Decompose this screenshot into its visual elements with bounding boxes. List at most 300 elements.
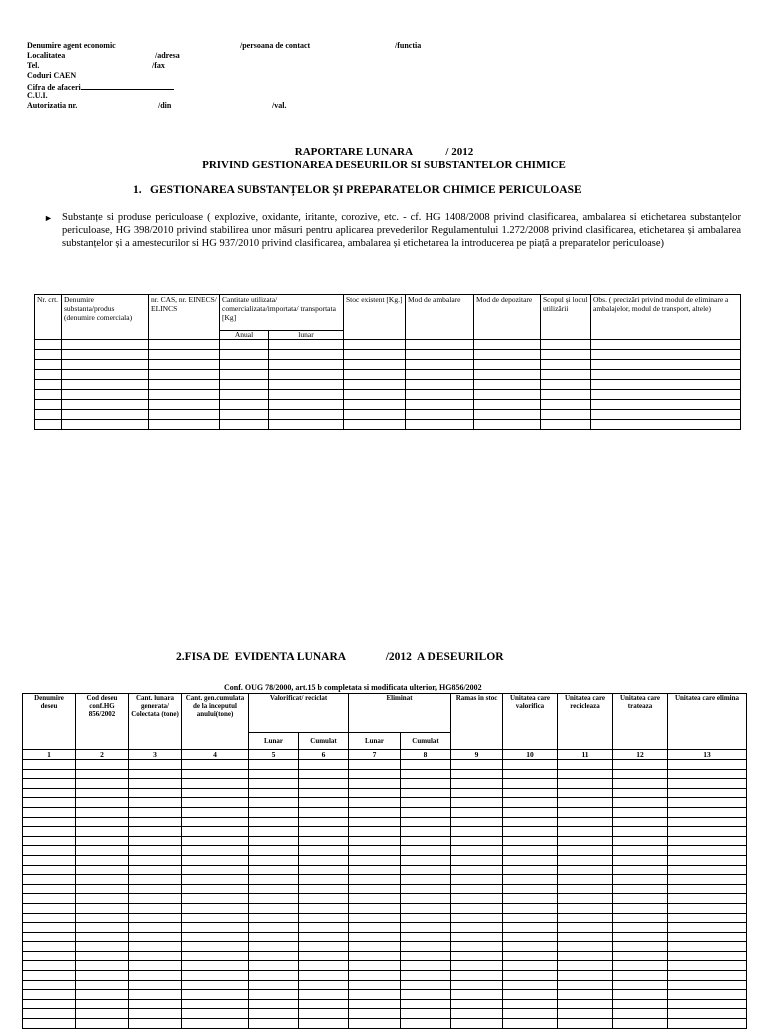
table-cell[interactable]: [401, 961, 451, 971]
table-cell[interactable]: [349, 913, 401, 923]
table-cell[interactable]: [149, 410, 220, 420]
table-cell[interactable]: [503, 894, 558, 904]
table-cell[interactable]: [591, 400, 741, 410]
table-cell[interactable]: [451, 1019, 503, 1029]
table-cell[interactable]: [401, 942, 451, 952]
table-cell[interactable]: [558, 884, 613, 894]
table-cell[interactable]: [149, 400, 220, 410]
table-cell[interactable]: [35, 360, 62, 370]
table-cell[interactable]: [35, 350, 62, 360]
table-cell[interactable]: [129, 1019, 182, 1029]
table-cell[interactable]: [299, 999, 349, 1009]
table-cell[interactable]: [503, 913, 558, 923]
table-cell[interactable]: [129, 1009, 182, 1019]
table-cell[interactable]: [23, 865, 76, 875]
table-cell[interactable]: [503, 788, 558, 798]
table-cell[interactable]: [349, 932, 401, 942]
table-cell[interactable]: [591, 380, 741, 390]
table-cell[interactable]: [299, 932, 349, 942]
table-cell[interactable]: [129, 788, 182, 798]
table-cell[interactable]: [129, 990, 182, 1000]
table-cell[interactable]: [129, 807, 182, 817]
table-cell[interactable]: [129, 884, 182, 894]
table-cell[interactable]: [129, 827, 182, 837]
table-cell[interactable]: [558, 903, 613, 913]
table-cell[interactable]: [558, 769, 613, 779]
table-cell[interactable]: [182, 923, 249, 933]
table-cell[interactable]: [299, 760, 349, 770]
table-cell[interactable]: [76, 875, 129, 885]
table-cell[interactable]: [451, 923, 503, 933]
table-cell[interactable]: [451, 990, 503, 1000]
table-cell[interactable]: [613, 788, 668, 798]
table-cell[interactable]: [129, 875, 182, 885]
table-cell[interactable]: [23, 961, 76, 971]
table-cell[interactable]: [76, 932, 129, 942]
table-cell[interactable]: [349, 1009, 401, 1019]
table-cell[interactable]: [182, 894, 249, 904]
table-cell[interactable]: [249, 875, 299, 885]
table-cell[interactable]: [129, 999, 182, 1009]
table-cell[interactable]: [349, 951, 401, 961]
table-cell[interactable]: [401, 923, 451, 933]
table-cell[interactable]: [76, 999, 129, 1009]
table-cell[interactable]: [35, 410, 62, 420]
table-cell[interactable]: [668, 903, 747, 913]
table-cell[interactable]: [76, 942, 129, 952]
table-cell[interactable]: [503, 951, 558, 961]
table-cell[interactable]: [668, 788, 747, 798]
table-cell[interactable]: [129, 798, 182, 808]
table-cell[interactable]: [613, 875, 668, 885]
table-cell[interactable]: [401, 980, 451, 990]
table-cell[interactable]: [401, 788, 451, 798]
table-cell[interactable]: [503, 971, 558, 981]
table-cell[interactable]: [474, 390, 541, 400]
table-cell[interactable]: [349, 779, 401, 789]
table-cell[interactable]: [62, 380, 149, 390]
table-cell[interactable]: [76, 894, 129, 904]
table-cell[interactable]: [249, 980, 299, 990]
table-cell[interactable]: [220, 350, 269, 360]
table-cell[interactable]: [401, 884, 451, 894]
table-cell[interactable]: [76, 961, 129, 971]
table-cell[interactable]: [591, 350, 741, 360]
table-cell[interactable]: [558, 951, 613, 961]
table-cell[interactable]: [129, 855, 182, 865]
table-cell[interactable]: [35, 390, 62, 400]
table-cell[interactable]: [249, 865, 299, 875]
table-cell[interactable]: [220, 400, 269, 410]
table-cell[interactable]: [349, 855, 401, 865]
table-cell[interactable]: [76, 769, 129, 779]
table-cell[interactable]: [182, 913, 249, 923]
table-cell[interactable]: [62, 370, 149, 380]
table-cell[interactable]: [474, 420, 541, 430]
table-cell[interactable]: [451, 913, 503, 923]
table-cell[interactable]: [76, 1009, 129, 1019]
table-cell[interactable]: [668, 913, 747, 923]
table-cell[interactable]: [182, 807, 249, 817]
table-cell[interactable]: [401, 913, 451, 923]
table-cell[interactable]: [35, 370, 62, 380]
table-cell[interactable]: [249, 961, 299, 971]
table-cell[interactable]: [451, 980, 503, 990]
table-cell[interactable]: [591, 340, 741, 350]
table-cell[interactable]: [62, 410, 149, 420]
table-cell[interactable]: [23, 875, 76, 885]
table-cell[interactable]: [299, 798, 349, 808]
table-cell[interactable]: [474, 350, 541, 360]
table-cell[interactable]: [503, 817, 558, 827]
table-cell[interactable]: [299, 980, 349, 990]
table-cell[interactable]: [344, 360, 406, 370]
table-cell[interactable]: [558, 942, 613, 952]
table-cell[interactable]: [401, 807, 451, 817]
table-cell[interactable]: [349, 980, 401, 990]
table-cell[interactable]: [503, 1019, 558, 1029]
table-cell[interactable]: [451, 942, 503, 952]
table-cell[interactable]: [129, 951, 182, 961]
table-cell[interactable]: [349, 807, 401, 817]
table-cell[interactable]: [503, 846, 558, 856]
table-cell[interactable]: [474, 400, 541, 410]
table-cell[interactable]: [249, 942, 299, 952]
table-cell[interactable]: [401, 855, 451, 865]
table-cell[interactable]: [220, 390, 269, 400]
table-cell[interactable]: [76, 855, 129, 865]
table-cell[interactable]: [182, 788, 249, 798]
table-cell[interactable]: [182, 798, 249, 808]
table-cell[interactable]: [349, 817, 401, 827]
table-cell[interactable]: [149, 380, 220, 390]
table-cell[interactable]: [401, 1009, 451, 1019]
table-cell[interactable]: [76, 971, 129, 981]
table-cell[interactable]: [406, 400, 474, 410]
table-cell[interactable]: [613, 846, 668, 856]
table-cell[interactable]: [451, 961, 503, 971]
table-cell[interactable]: [451, 894, 503, 904]
table-cell[interactable]: [591, 390, 741, 400]
table-cell[interactable]: [23, 779, 76, 789]
table-cell[interactable]: [668, 990, 747, 1000]
table-cell[interactable]: [62, 360, 149, 370]
table-cell[interactable]: [182, 875, 249, 885]
table-cell[interactable]: [76, 779, 129, 789]
table-cell[interactable]: [349, 961, 401, 971]
table-cell[interactable]: [401, 999, 451, 1009]
table-cell[interactable]: [349, 903, 401, 913]
table-cell[interactable]: [401, 951, 451, 961]
table-cell[interactable]: [344, 390, 406, 400]
table-cell[interactable]: [613, 807, 668, 817]
table-cell[interactable]: [406, 370, 474, 380]
table-cell[interactable]: [558, 807, 613, 817]
table-cell[interactable]: [349, 999, 401, 1009]
table-cell[interactable]: [129, 942, 182, 952]
table-cell[interactable]: [62, 390, 149, 400]
table-cell[interactable]: [668, 1019, 747, 1029]
table-cell[interactable]: [613, 865, 668, 875]
table-cell[interactable]: [76, 788, 129, 798]
table-cell[interactable]: [668, 817, 747, 827]
table-cell[interactable]: [613, 836, 668, 846]
table-cell[interactable]: [406, 350, 474, 360]
table-cell[interactable]: [401, 836, 451, 846]
table-cell[interactable]: [23, 1019, 76, 1029]
table-cell[interactable]: [344, 340, 406, 350]
table-cell[interactable]: [451, 875, 503, 885]
table-cell[interactable]: [349, 875, 401, 885]
table-cell[interactable]: [249, 836, 299, 846]
table-cell[interactable]: [668, 807, 747, 817]
table-cell[interactable]: [401, 769, 451, 779]
table-cell[interactable]: [503, 961, 558, 971]
table-cell[interactable]: [76, 760, 129, 770]
table-cell[interactable]: [249, 827, 299, 837]
table-cell[interactable]: [558, 913, 613, 923]
table-cell[interactable]: [182, 769, 249, 779]
table-cell[interactable]: [76, 913, 129, 923]
table-cell[interactable]: [613, 961, 668, 971]
table-cell[interactable]: [299, 807, 349, 817]
table-cell[interactable]: [129, 769, 182, 779]
table-cell[interactable]: [23, 769, 76, 779]
table-cell[interactable]: [299, 894, 349, 904]
table-cell[interactable]: [503, 990, 558, 1000]
table-cell[interactable]: [406, 420, 474, 430]
table-cell[interactable]: [249, 923, 299, 933]
table-cell[interactable]: [35, 340, 62, 350]
table-cell[interactable]: [23, 760, 76, 770]
table-cell[interactable]: [23, 942, 76, 952]
table-cell[interactable]: [344, 410, 406, 420]
table-cell[interactable]: [451, 846, 503, 856]
table-cell[interactable]: [344, 380, 406, 390]
table-cell[interactable]: [541, 420, 591, 430]
table-cell[interactable]: [23, 990, 76, 1000]
table-cell[interactable]: [474, 340, 541, 350]
table-cell[interactable]: [129, 760, 182, 770]
table-cell[interactable]: [23, 788, 76, 798]
table-cell[interactable]: [668, 769, 747, 779]
table-cell[interactable]: [401, 1019, 451, 1029]
table-cell[interactable]: [668, 923, 747, 933]
table-cell[interactable]: [23, 903, 76, 913]
table-cell[interactable]: [558, 990, 613, 1000]
table-cell[interactable]: [401, 779, 451, 789]
table-cell[interactable]: [182, 836, 249, 846]
table-cell[interactable]: [182, 999, 249, 1009]
table-cell[interactable]: [23, 855, 76, 865]
table-cell[interactable]: [23, 846, 76, 856]
table-cell[interactable]: [558, 846, 613, 856]
table-cell[interactable]: [269, 390, 344, 400]
table-cell[interactable]: [541, 410, 591, 420]
table-cell[interactable]: [182, 990, 249, 1000]
table-cell[interactable]: [23, 951, 76, 961]
table-cell[interactable]: [558, 894, 613, 904]
table-cell[interactable]: [62, 350, 149, 360]
table-cell[interactable]: [299, 990, 349, 1000]
table-cell[interactable]: [668, 961, 747, 971]
table-cell[interactable]: [76, 827, 129, 837]
table-cell[interactable]: [558, 817, 613, 827]
table-cell[interactable]: [451, 827, 503, 837]
table-cell[interactable]: [182, 846, 249, 856]
table-cell[interactable]: [182, 980, 249, 990]
table-cell[interactable]: [474, 410, 541, 420]
table-cell[interactable]: [613, 817, 668, 827]
table-cell[interactable]: [249, 788, 299, 798]
table-cell[interactable]: [182, 760, 249, 770]
table-cell[interactable]: [558, 923, 613, 933]
table-cell[interactable]: [269, 360, 344, 370]
table-cell[interactable]: [558, 1009, 613, 1019]
table-cell[interactable]: [613, 903, 668, 913]
table-cell[interactable]: [299, 827, 349, 837]
table-cell[interactable]: [558, 760, 613, 770]
table-cell[interactable]: [220, 360, 269, 370]
table-cell[interactable]: [182, 951, 249, 961]
table-cell[interactable]: [249, 779, 299, 789]
table-cell[interactable]: [269, 350, 344, 360]
table-cell[interactable]: [503, 980, 558, 990]
table-cell[interactable]: [613, 884, 668, 894]
table-cell[interactable]: [129, 932, 182, 942]
table-cell[interactable]: [613, 923, 668, 933]
table-cell[interactable]: [220, 380, 269, 390]
table-cell[interactable]: [299, 817, 349, 827]
table-cell[interactable]: [269, 380, 344, 390]
table-cell[interactable]: [503, 769, 558, 779]
table-cell[interactable]: [401, 875, 451, 885]
table-cell[interactable]: [591, 370, 741, 380]
table-cell[interactable]: [401, 827, 451, 837]
table-cell[interactable]: [299, 855, 349, 865]
table-cell[interactable]: [668, 846, 747, 856]
table-cell[interactable]: [249, 884, 299, 894]
table-cell[interactable]: [249, 769, 299, 779]
table-cell[interactable]: [76, 980, 129, 990]
table-cell[interactable]: [451, 884, 503, 894]
table-cell[interactable]: [503, 903, 558, 913]
table-cell[interactable]: [299, 865, 349, 875]
table-cell[interactable]: [349, 846, 401, 856]
table-cell[interactable]: [299, 942, 349, 952]
table-cell[interactable]: [451, 932, 503, 942]
table-cell[interactable]: [23, 884, 76, 894]
table-cell[interactable]: [613, 1019, 668, 1029]
table-cell[interactable]: [541, 400, 591, 410]
table-cell[interactable]: [401, 932, 451, 942]
table-cell[interactable]: [76, 884, 129, 894]
table-cell[interactable]: [344, 400, 406, 410]
table-cell[interactable]: [613, 855, 668, 865]
table-cell[interactable]: [401, 990, 451, 1000]
table-cell[interactable]: [182, 903, 249, 913]
table-cell[interactable]: [668, 836, 747, 846]
table-cell[interactable]: [299, 1019, 349, 1029]
table-cell[interactable]: [220, 340, 269, 350]
table-cell[interactable]: [558, 827, 613, 837]
table-cell[interactable]: [76, 951, 129, 961]
table-cell[interactable]: [76, 1019, 129, 1029]
table-cell[interactable]: [613, 769, 668, 779]
table-cell[interactable]: [182, 932, 249, 942]
table-cell[interactable]: [401, 903, 451, 913]
table-cell[interactable]: [591, 420, 741, 430]
table-cell[interactable]: [668, 855, 747, 865]
table-cell[interactable]: [269, 340, 344, 350]
table-cell[interactable]: [249, 913, 299, 923]
table-cell[interactable]: [668, 932, 747, 942]
table-cell[interactable]: [668, 1009, 747, 1019]
table-cell[interactable]: [613, 913, 668, 923]
table-cell[interactable]: [349, 798, 401, 808]
table-cell[interactable]: [349, 1019, 401, 1029]
table-cell[interactable]: [344, 350, 406, 360]
table-cell[interactable]: [62, 340, 149, 350]
table-cell[interactable]: [349, 836, 401, 846]
table-cell[interactable]: [249, 760, 299, 770]
table-cell[interactable]: [182, 779, 249, 789]
table-cell[interactable]: [249, 855, 299, 865]
table-cell[interactable]: [558, 1019, 613, 1029]
table-cell[interactable]: [591, 410, 741, 420]
table-cell[interactable]: [249, 932, 299, 942]
table-cell[interactable]: [249, 971, 299, 981]
table-cell[interactable]: [23, 999, 76, 1009]
table-cell[interactable]: [62, 420, 149, 430]
table-cell[interactable]: [344, 370, 406, 380]
table-cell[interactable]: [474, 370, 541, 380]
table-cell[interactable]: [349, 990, 401, 1000]
table-cell[interactable]: [129, 913, 182, 923]
table-cell[interactable]: [23, 827, 76, 837]
table-cell[interactable]: [299, 951, 349, 961]
table-cell[interactable]: [349, 865, 401, 875]
table-cell[interactable]: [23, 1009, 76, 1019]
table-cell[interactable]: [401, 894, 451, 904]
table-cell[interactable]: [299, 884, 349, 894]
table-cell[interactable]: [269, 400, 344, 410]
table-cell[interactable]: [349, 827, 401, 837]
table-cell[interactable]: [299, 788, 349, 798]
table-cell[interactable]: [23, 836, 76, 846]
table-cell[interactable]: [149, 390, 220, 400]
table-cell[interactable]: [182, 817, 249, 827]
table-cell[interactable]: [451, 855, 503, 865]
table-cell[interactable]: [129, 817, 182, 827]
table-cell[interactable]: [613, 798, 668, 808]
table-cell[interactable]: [182, 827, 249, 837]
table-cell[interactable]: [76, 836, 129, 846]
table-cell[interactable]: [76, 990, 129, 1000]
table-cell[interactable]: [76, 807, 129, 817]
table-cell[interactable]: [129, 971, 182, 981]
table-cell[interactable]: [668, 760, 747, 770]
table-cell[interactable]: [401, 817, 451, 827]
table-cell[interactable]: [76, 798, 129, 808]
table-cell[interactable]: [558, 961, 613, 971]
table-cell[interactable]: [668, 884, 747, 894]
table-cell[interactable]: [23, 971, 76, 981]
table-cell[interactable]: [406, 390, 474, 400]
table-cell[interactable]: [149, 340, 220, 350]
table-cell[interactable]: [23, 807, 76, 817]
table-cell[interactable]: [35, 420, 62, 430]
